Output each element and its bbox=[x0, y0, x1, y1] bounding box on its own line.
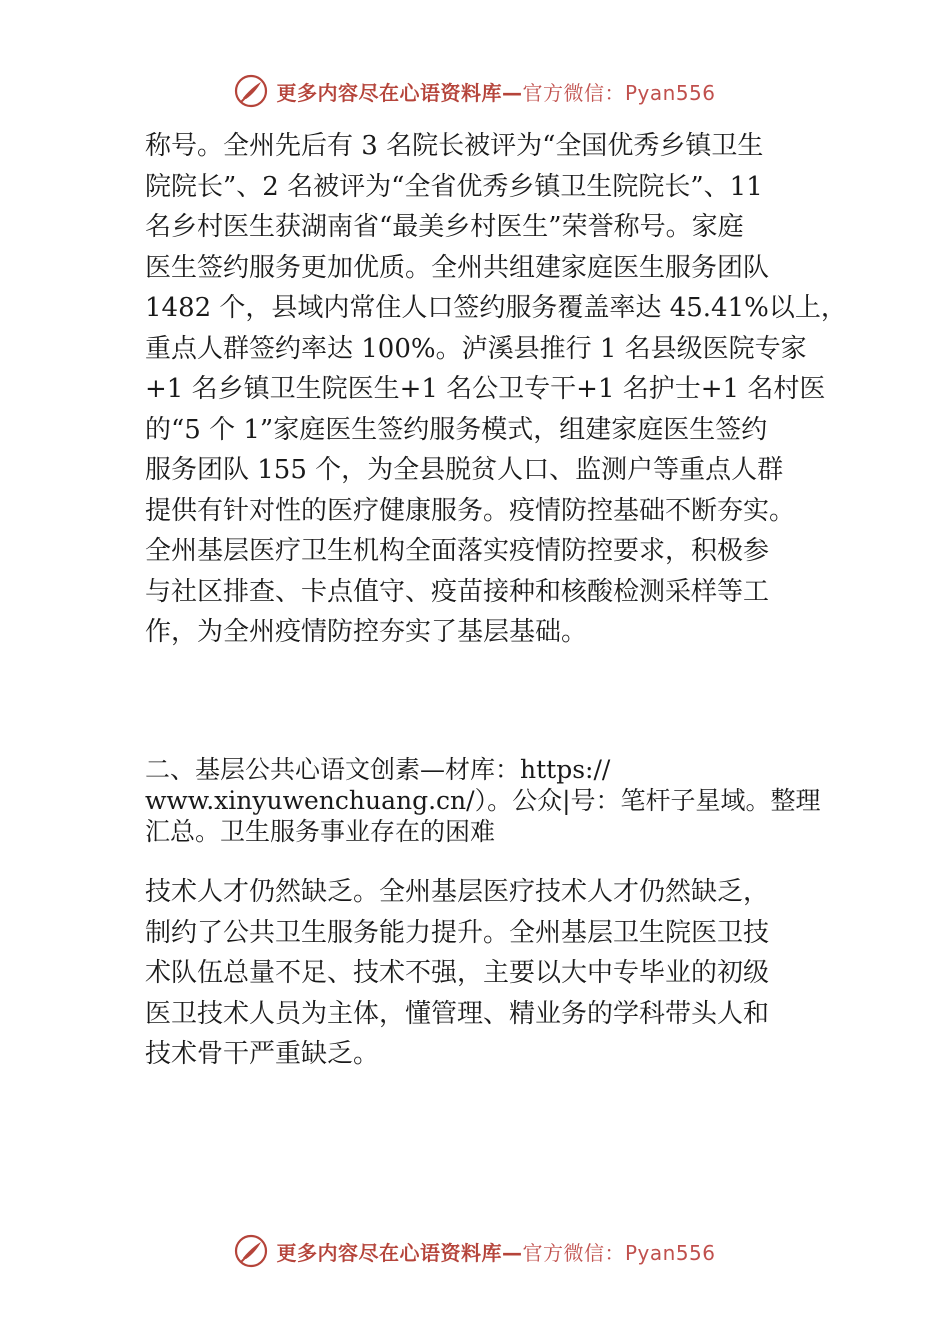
quill-logo-icon bbox=[234, 74, 268, 108]
text-line: 全州基层医疗卫生机构全面落实疫情防控要求，积极参 bbox=[145, 536, 770, 566]
text-line: 医卫技术人员为主体，懂管理、精业务的学科带头人和 bbox=[145, 998, 770, 1029]
text-line: 名乡村医生获湖南省“最美乡村医生”荣誉称号。家庭 bbox=[145, 212, 744, 242]
banner-text: 更多内容尽在心语资料库—官方微信：Pyan556 bbox=[276, 80, 716, 105]
text-line: 技术骨干严重缺乏。 bbox=[145, 1039, 380, 1069]
heading-line: 二、基层公共心语文创素—材库：https:// bbox=[145, 755, 611, 784]
paragraph-primary-care-achievements bbox=[145, 126, 845, 653]
quill-logo-icon bbox=[234, 1234, 268, 1268]
text-line: 技术人才仍然缺乏。全州基层医疗技术人才仍然缺乏， bbox=[145, 877, 770, 907]
text-line: 服务团队 155 个，为全县脱贫人口、监测户等重点人群 bbox=[145, 455, 784, 485]
header-banner bbox=[0, 74, 950, 108]
text-line: 制约了公共卫生服务能力提升。全州基层卫生院医卫技 bbox=[145, 917, 770, 948]
text-line: 作，为全州疫情防控夯实了基层基础。 bbox=[145, 617, 588, 647]
text-line: 术队伍总量不足、技术不强，主要以大中专毕业的初级 bbox=[145, 958, 770, 988]
text-line: 院院长”、2 名被评为“全省优秀乡镇卫生院院长”、11 bbox=[145, 171, 763, 202]
heading-line: www.xinyuwenchuang.cn/）。公众|号：笔杆子星域。整理 bbox=[145, 786, 821, 815]
text-line: 1482 个，县域内常住人口签约服务覆盖率达 45.41%以上， bbox=[145, 293, 847, 323]
text-line: 医生签约服务更加优质。全州共组建家庭医生服务团队 bbox=[145, 252, 770, 283]
text-line: 称号。全州先后有 3 名院长被评为“全国优秀乡镇卫生 bbox=[145, 131, 764, 161]
text-line: 提供有针对性的医疗健康服务。疫情防控基础不断夯实。 bbox=[145, 495, 796, 526]
document-body bbox=[145, 126, 847, 1069]
text-line: +1 名乡镇卫生院医生+1 名公卫专干+1 名护士+1 名村医 bbox=[145, 374, 826, 404]
heading-line: 汇总。卫生服务事业存在的困难 bbox=[145, 817, 496, 846]
text-line: 的“5 个 1”家庭医生签约服务模式，组建家庭医生签约 bbox=[145, 414, 768, 445]
text-line: 重点人群签约率达 100%。泸溪县推行 1 名县级医院专家 bbox=[145, 333, 807, 364]
banner-text: 更多内容尽在心语资料库—官方微信：Pyan556 bbox=[276, 1240, 716, 1265]
text-line: 与社区排查、卡点值守、疫苗接种和核酸检测采样等工 bbox=[145, 576, 770, 607]
section-heading-difficulties bbox=[145, 754, 821, 847]
paragraph-talent-shortage bbox=[145, 872, 769, 1075]
footer-banner bbox=[0, 1234, 950, 1268]
